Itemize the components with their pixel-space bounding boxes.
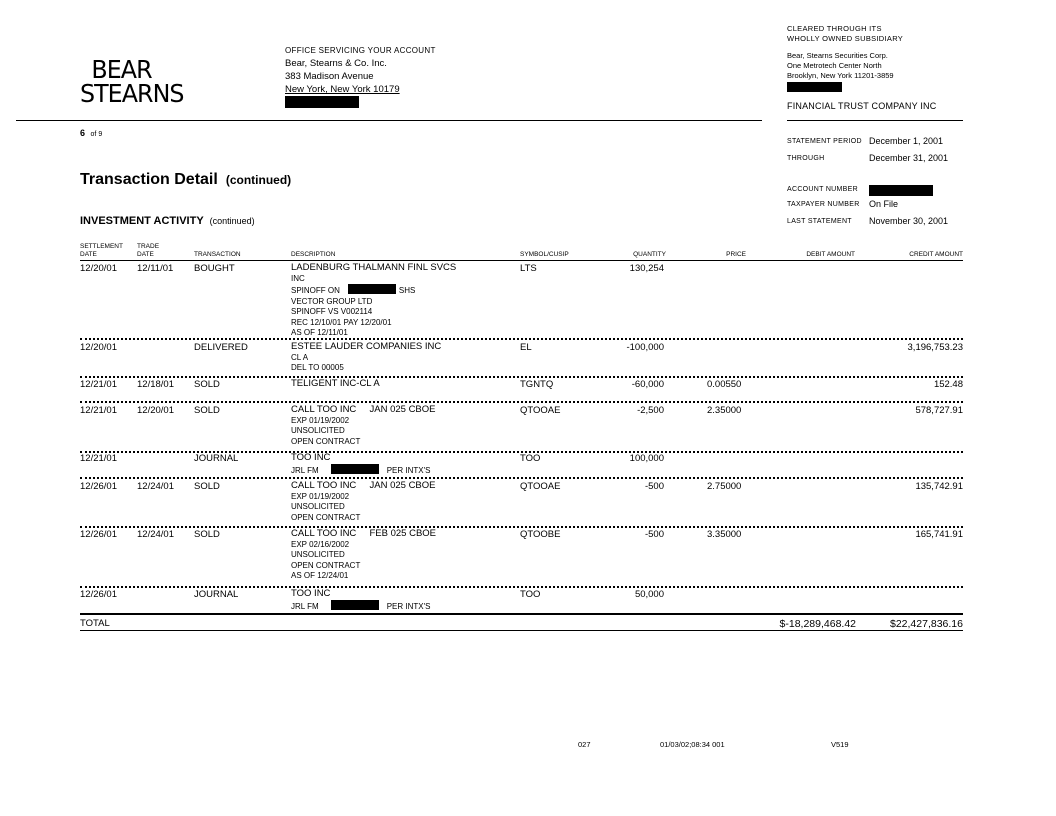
trade-date: 12/24/01 — [137, 481, 174, 492]
last-statement-label: LAST STATEMENT — [787, 218, 852, 225]
desc-line: EXP 01/19/2002 — [291, 491, 350, 501]
redaction-box — [787, 82, 842, 92]
col-settlement-date — [80, 243, 123, 259]
taxpayer-label: TAXPAYER NUMBER — [787, 201, 860, 208]
col-transaction: TRANSACTION — [194, 251, 241, 258]
settlement-date: 12/21/01 — [80, 379, 117, 390]
trade-date: 12/24/01 — [137, 529, 174, 540]
desc-line: CL A — [291, 352, 309, 362]
credit-amount: 152.48 — [933, 379, 963, 390]
cleared-line-2: WHOLLY OWNED SUBSIDIARY — [787, 33, 904, 43]
description — [291, 263, 456, 339]
credit-amount: 165,741.91 — [915, 529, 963, 540]
description — [291, 481, 436, 523]
desc-line — [291, 464, 430, 477]
settlement-date: 12/21/01 — [80, 453, 117, 464]
symbol: QTOOAE — [520, 481, 561, 492]
transaction-type: SOLD — [194, 379, 220, 390]
col-settle-line1: SETTLEMENT — [80, 243, 123, 250]
description — [291, 529, 436, 582]
desc-line: EXP 02/16/2002 — [291, 539, 350, 549]
description — [291, 342, 441, 374]
page-total: of 9 — [90, 131, 103, 138]
desc-line: REC 12/10/01 PAY 12/20/01 — [291, 317, 392, 327]
desc-part: SHS — [398, 286, 416, 295]
page-title — [80, 171, 291, 189]
last-statement-value: November 30, 2001 — [869, 216, 949, 226]
taxpayer-value: On File — [869, 199, 899, 209]
symbol: TOO — [520, 453, 541, 464]
credit-amount: 3,196,753.23 — [907, 342, 963, 353]
section-main: INVESTMENT ACTIVITY — [80, 215, 204, 227]
desc-line: UNSOLICITED — [291, 550, 345, 559]
statement-period-label: STATEMENT PERIOD — [787, 138, 862, 145]
through-value: December 31, 2001 — [869, 153, 949, 163]
settlement-date: 12/20/01 — [80, 342, 117, 353]
col-symbol: SYMBOL/CUSIP — [520, 251, 569, 258]
cleared-through — [787, 24, 903, 43]
desc-line: UNSOLICITED — [291, 502, 345, 511]
desc-part: PER INTX'S — [386, 465, 431, 475]
desc-line — [291, 600, 430, 613]
trade-date: 12/11/01 — [137, 263, 174, 274]
desc-line: AS OF 12/24/01 — [291, 571, 349, 580]
desc-line: UNSOLICITED — [291, 426, 345, 435]
col-quantity: QUANTITY — [633, 251, 666, 258]
corp-line-2: One Metrotech Center North — [787, 61, 882, 70]
col-description: DESCRIPTION — [291, 251, 336, 258]
footer-code-3: V519 — [831, 740, 849, 749]
symbol: TOO — [520, 589, 541, 600]
statement-period-value: December 1, 2001 — [869, 136, 944, 146]
row-divider — [80, 586, 963, 588]
settlement-date: 12/20/01 — [80, 263, 117, 274]
symbol: TGNTQ — [520, 379, 554, 390]
header-rule — [16, 120, 762, 121]
settlement-date: 12/21/01 — [80, 405, 117, 416]
transaction-type: JOURNAL — [194, 453, 239, 464]
redaction-box — [331, 600, 379, 610]
through-label: THROUGH — [787, 155, 825, 162]
credit-amount: 578,727.91 — [915, 405, 963, 416]
desc-line: OPEN CONTRACT — [291, 560, 361, 570]
col-debit: DEBIT AMOUNT — [806, 251, 855, 258]
quantity: 50,000 — [634, 589, 664, 600]
desc-line: VECTOR GROUP LTD — [291, 296, 373, 306]
symbol: LTS — [520, 263, 537, 274]
quantity: -100,000 — [626, 342, 664, 353]
description — [291, 453, 430, 476]
office-line-3: New York, New York 10179 — [285, 84, 400, 95]
transaction-type: JOURNAL — [194, 589, 239, 600]
header-rule-right — [787, 120, 963, 121]
desc-line: OPEN CONTRACT — [291, 436, 361, 446]
transaction-type: SOLD — [194, 481, 220, 492]
redaction-box — [331, 464, 379, 474]
page-current: 6 — [80, 128, 86, 138]
cleared-line-1: CLEARED THROUGH ITS — [787, 24, 882, 33]
row-divider — [80, 338, 963, 340]
desc-line: ESTEE LAUDER COMPANIES INC — [291, 341, 442, 352]
desc-part: SPINOFF ON — [291, 286, 340, 295]
col-trade-line1: TRADE — [137, 243, 160, 250]
redaction-box — [285, 96, 359, 108]
quantity: -60,000 — [631, 379, 664, 390]
desc-line: SPINOFF VS V002114 — [291, 307, 373, 316]
bear-stearns-logo — [80, 55, 184, 108]
desc-line: DEL TO 00005 — [291, 363, 344, 372]
price: 2.35000 — [707, 405, 742, 416]
price: 0.00550 — [707, 379, 742, 390]
client-name: FINANCIAL TRUST COMPANY INC — [787, 101, 937, 111]
office-label: OFFICE SERVICING YOUR ACCOUNT — [285, 46, 436, 55]
clearing-corp-address — [787, 51, 894, 95]
account-number-label: ACCOUNT NUMBER — [787, 186, 858, 193]
desc-part: PER INTX'S — [386, 601, 431, 611]
desc-line: AS OF 12/11/01 — [291, 328, 348, 337]
symbol: EL — [520, 342, 532, 353]
desc-line: TOO INC — [291, 588, 331, 599]
corp-line-3: Brooklyn, New York 11201-3859 — [787, 71, 894, 80]
description — [291, 405, 436, 447]
desc-line: CALL TOO INC FEB 025 CBOE — [291, 528, 437, 539]
desc-line: OPEN CONTRACT — [291, 512, 361, 522]
total-top-rule — [80, 613, 963, 615]
settlement-date: 12/26/01 — [80, 481, 117, 492]
title-continued: (continued) — [225, 173, 292, 187]
desc-line: LADENBURG THALMANN FINL SVCS — [291, 262, 457, 273]
footer-code-1: 027 — [578, 740, 591, 749]
logo-line-1: BEAR — [91, 55, 152, 84]
quantity: -500 — [644, 529, 664, 540]
total-label: TOTAL — [80, 618, 110, 629]
quantity: 100,000 — [629, 453, 664, 464]
title-main: Transaction Detail — [80, 171, 218, 188]
transaction-type: DELIVERED — [194, 342, 248, 353]
footer-code-2: 01/03/02;08:34 001 — [660, 740, 725, 749]
total-bottom-rule — [80, 630, 963, 631]
col-trade-line2: DATE — [137, 251, 154, 258]
section-title — [80, 215, 255, 227]
row-divider — [80, 376, 963, 378]
settlement-date: 12/26/01 — [80, 589, 117, 600]
total-credit: $22,427,836.16 — [890, 618, 963, 630]
quantity: -2,500 — [637, 405, 664, 416]
office-block — [285, 44, 436, 112]
desc-line: TOO INC — [291, 452, 331, 463]
transaction-type: SOLD — [194, 405, 220, 416]
redaction-box — [348, 284, 396, 294]
desc-line: CALL TOO INC JAN 025 CBOE — [291, 480, 436, 491]
desc-part: JRL FM — [291, 601, 319, 611]
total-debit: $-18,289,468.42 — [779, 618, 856, 630]
col-trade-date — [137, 243, 159, 259]
trade-date: 12/20/01 — [137, 405, 174, 416]
description — [291, 379, 380, 390]
col-credit: CREDIT AMOUNT — [909, 251, 963, 258]
desc-line — [291, 284, 456, 297]
desc-part: JRL FM — [291, 465, 319, 475]
credit-amount: 135,742.91 — [915, 481, 963, 492]
row-divider — [80, 401, 963, 403]
quantity: 130,254 — [629, 263, 664, 274]
transaction-type: BOUGHT — [194, 263, 235, 274]
quantity: -500 — [644, 481, 664, 492]
description — [291, 589, 430, 612]
column-header-rule — [80, 260, 963, 261]
price: 2.75000 — [707, 481, 742, 492]
row-divider — [80, 526, 963, 528]
row-divider — [80, 477, 963, 479]
col-settle-line2: DATE — [80, 251, 97, 258]
settlement-date: 12/26/01 — [80, 529, 117, 540]
price: 3.35000 — [707, 529, 742, 540]
office-line-1: Bear, Stearns & Co. Inc. — [285, 58, 387, 69]
desc-line: TELIGENT INC-CL A — [291, 378, 380, 389]
transaction-type: SOLD — [194, 529, 220, 540]
col-price: PRICE — [726, 251, 746, 258]
symbol: QTOOBE — [520, 529, 561, 540]
corp-line-1: Bear, Stearns Securities Corp. — [787, 51, 888, 60]
page-number — [80, 128, 102, 138]
desc-line: CALL TOO INC JAN 025 CBOE — [291, 404, 436, 415]
desc-line: INC — [291, 273, 305, 283]
logo-line-2: STEARNS — [80, 79, 184, 108]
section-continued: (continued) — [209, 216, 255, 226]
office-line-2: 383 Madison Avenue — [285, 71, 374, 82]
trade-date: 12/18/01 — [137, 379, 174, 390]
symbol: QTOOAE — [520, 405, 561, 416]
desc-line: EXP 01/19/2002 — [291, 415, 350, 425]
